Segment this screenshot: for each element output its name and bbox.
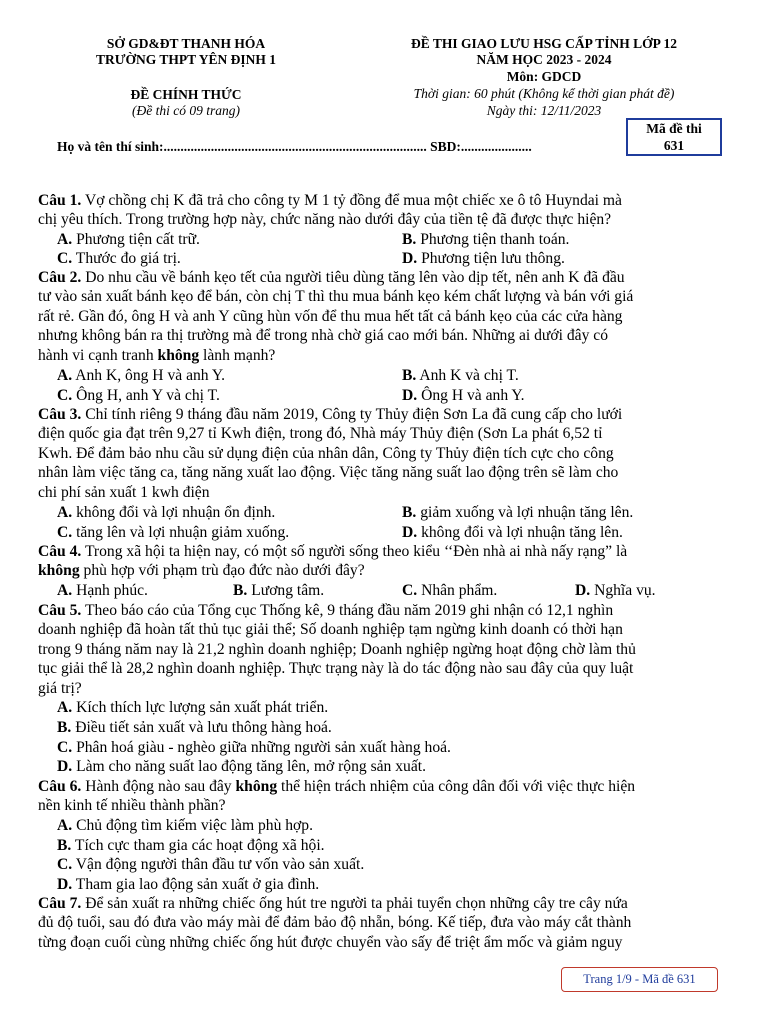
option-text: Chủ động tìm kiếm việc làm phù hợp. [72,817,313,834]
option-label: D. [402,387,418,404]
option-label: B. [57,719,72,736]
question-number: Câu 4. [38,543,82,560]
emphasis-text: không [157,346,200,364]
question-text: Chỉ tính riêng 9 tháng đầu năm 2019, Công ty Thủy điện Sơn La đã cung cấp cho lưới [81,406,623,423]
school-name: TRƯỜNG THPT YÊN ĐỊNH 1 [95,52,277,67]
question-line [38,542,732,561]
question-text: Theo báo cáo của Tổng cục Thống kê, 9 tháng đầu năm 2019 ghi nhận có 12,1 nghìn [81,602,614,619]
option-label: C. [57,524,73,541]
question-line: rất rẻ. Gần đó, ông H và anh Y cũng hùn vốn để thu mua hết tất cả bánh kẹo của các cửa hàng [38,307,623,325]
exam-code: 631 [663,138,685,153]
option-text: Nhân phẩm. [417,582,498,599]
question-line: đủ độ tuổi, sau đó đưa vào máy mài để đảm bảo độ nhẵn, bóng. Kế tiếp, đưa vào máy cắt thành [38,914,632,932]
option-d[interactable] [57,875,319,894]
option-b[interactable] [402,230,569,249]
question-line: giá trị? [38,679,82,697]
question-1 [38,191,732,230]
option-c[interactable] [57,249,181,268]
option-c[interactable] [57,523,289,542]
option-text: Ông H và anh Y. [417,387,525,404]
option-label: C. [57,856,73,873]
option-label: A. [57,367,73,384]
option-label: A. [57,582,73,599]
question-text: Hành động nào sau đây [81,778,236,795]
option-a[interactable] [57,816,313,835]
question-line: từng đoạn cuối cùng những chiếc ống hút được chuyển vào sấy để triệt ẩm mốc và giảm nguy [38,933,623,951]
option-c[interactable] [57,738,451,757]
option-label: B. [402,504,417,521]
question-line: chi phí sản xuất 1 kwh điện [38,483,210,501]
subject: Môn: GDCD [506,69,582,84]
question-text: Trong xã hội ta hiện nay, có một số người sống theo kiểu ‘‘Đèn nhà ai nhà nấy rạng” là [81,543,628,560]
option-text: Lương tâm. [247,582,325,599]
exam-code-label: Mã đề thi [646,121,702,136]
option-text: Tham gia lao động sản xuất ở gia đình. [72,876,320,893]
question-line: Kwh. Để đảm bảo nhu cầu sử dụng điện của nhân dân, Công ty Thủy điện tích cực cho công [38,444,614,462]
question-line [38,561,732,580]
option-label: A. [57,504,73,521]
question-line [38,191,732,210]
question-text: Do nhu cầu về bánh kẹo tết của người tiêu dùng tăng lên vào dịp tết, nên anh K đã đầu [81,269,625,286]
option-b[interactable] [57,836,325,855]
option-text: Hạnh phúc. [72,582,148,599]
option-label: D. [57,876,73,893]
question-number: Câu 1. [38,192,82,209]
option-label: A. [57,817,73,834]
option-text: không đổi và lợi nhuận tăng lên. [417,524,623,541]
official-label: ĐỀ CHÍNH THỨC [130,87,242,102]
question-line: tục giải thể là 28,2 nghìn doanh nghiệp. Thực trạng này là do tác động nào sau đây của quy luật [38,660,634,678]
option-text: tăng lên và lợi nhuận giảm xuống. [72,524,290,541]
exam-date: Ngày thi: 12/11/2023 [486,103,602,118]
question-text: hành vi cạnh tranh [38,346,158,364]
option-d[interactable] [402,523,623,542]
question-number: Câu 2. [38,269,82,286]
option-label: B. [233,582,248,599]
question-text: lành mạnh? [199,346,276,364]
question-text: phù hợp với phạm trù đạo đức nào dưới đây? [79,562,365,580]
option-text: Tích cực tham gia các hoạt động xã hội. [71,837,325,854]
option-b[interactable] [57,718,332,737]
option-label: D. [57,758,73,775]
pages-note: (Đề thi có 09 trang) [132,103,240,118]
question-line [38,346,732,365]
option-text: Kích thích lực lượng sản xuất phát triển. [72,699,329,716]
option-label: C. [57,739,73,756]
question-text: Để sản xuất ra những chiếc ống hút tre người ta phải tuyển chọn những cây tre cây nứa [81,895,628,912]
option-text: không đổi và lợi nhuận ổn định. [72,504,276,521]
question-line [38,405,732,424]
option-text: Phương tiện thanh toán. [416,231,570,248]
option-text: Phương tiện lưu thông. [417,250,565,267]
question-number: Câu 7. [38,895,82,912]
option-label: B. [57,837,72,854]
option-label: C. [57,250,73,267]
option-text: Ông H, anh Y và chị T. [72,387,220,404]
question-text: thể hiện trách nhiệm của công dân đối với việc thực hiện [277,778,636,795]
option-a[interactable] [57,698,328,717]
option-text: Nghĩa vụ. [590,582,656,599]
page-footer: Trang 1/9 - Mã đề 631 [561,967,718,992]
option-text: Vận động người thân đầu tư vốn vào sản xuất. [72,856,365,873]
question-number: Câu 3. [38,406,82,423]
option-c[interactable] [402,581,497,600]
option-b[interactable] [402,503,633,522]
question-line: chị yêu thích. Trong trường hợp này, chức năng nào dưới đây của tiền tệ đã được thực hiện? [38,211,612,229]
question-6 [38,777,732,816]
option-d[interactable] [402,249,565,268]
question-7 [38,894,732,952]
option-label: D. [575,582,591,599]
option-a[interactable] [57,230,200,249]
option-label: A. [57,699,73,716]
question-line [38,268,732,287]
option-a[interactable] [57,581,148,600]
question-5 [38,601,732,698]
option-d[interactable] [402,386,525,405]
option-a[interactable] [57,503,275,522]
option-text: Điều tiết sản xuất và lưu thông hàng hoá. [71,719,332,736]
option-label: D. [402,524,418,541]
emphasis-text: không [38,562,80,580]
option-text: Thước đo giá trị. [72,250,181,267]
question-number: Câu 5. [38,602,82,619]
question-line: doanh nghiệp đã hoàn tất thủ tục giải thể; Số doanh nghiệp tạm ngừng kinh doanh có thời hạn [38,621,623,639]
question-3 [38,405,732,502]
question-line [38,777,732,796]
exam-duration: Thời gian: 60 phút (Không kể thời gian phát đề) [413,86,675,101]
option-label: C. [402,582,418,599]
option-b[interactable] [233,581,324,600]
emphasis-text: không [235,778,278,795]
option-text: giảm xuống và lợi nhuận tăng lên. [416,504,634,521]
option-d[interactable] [575,581,656,600]
question-line [38,894,732,913]
exam-title: ĐỀ THI GIAO LƯU HSG CẤP TỈNH LỚP 12 [410,36,678,51]
question-line: nhân làm việc tăng ca, tăng năng xuất lao động. Việc tăng năng suất lao động trên sẽ làm cho [38,464,619,482]
option-text: Làm cho năng suất lao động tăng lên, mở rộng sản xuất. [72,758,427,775]
question-number: Câu 6. [38,778,82,795]
question-text: Vợ chồng chị K đã trả cho công ty M 1 tỷ đồng để mua một chiếc xe ô tô Huyndai mà [81,192,622,209]
option-b[interactable] [402,366,519,385]
option-c[interactable] [57,386,220,405]
question-line: tư vào sản xuất bánh kẹo để bán, còn chị T thì thu mua bánh kẹo kém chất lượng và bán với giá [38,288,634,306]
option-text: Phương tiện cất trữ. [72,231,200,248]
option-text: Anh K, ông H và anh Y. [72,367,226,384]
option-label: C. [57,387,73,404]
question-line: nhưng không bán ra thị trường mà để trong nhà chờ giá cao mới bán. Những ai dưới đây có [38,327,608,345]
exam-code-box [626,118,722,156]
option-label: D. [402,250,418,267]
option-text: Anh K và chị T. [416,367,519,384]
question-2 [38,268,732,365]
candidate-info-line: Họ và tên thí sinh:.............................................................................. SBD:..................... [57,139,532,154]
question-line: trong 9 tháng năm nay là 21,2 nghìn doanh nghiệp; Doanh nghiệp ngừng hoạt động chờ làm thủ [38,640,636,658]
question-line [38,601,732,620]
question-line: điện quốc gia đạt trên 9,27 tỉ Kwh điện, trong đó, Nhà máy Thủy điện (Sơn La phát 6,52 tỉ [38,425,603,443]
school-year: NĂM HỌC 2023 - 2024 [476,52,612,67]
option-text: Phân hoá giàu - nghèo giữa những người sản xuất hàng hoá. [72,739,451,756]
question-line: nền kinh tế nhiều thành phần? [38,797,226,815]
option-label: A. [57,231,73,248]
option-label: B. [402,231,417,248]
department-name: SỞ GD&ĐT THANH HÓA [106,36,266,51]
option-label: B. [402,367,417,384]
option-c[interactable] [57,855,364,874]
option-d[interactable] [57,757,426,776]
question-4 [38,542,732,581]
option-a[interactable] [57,366,225,385]
